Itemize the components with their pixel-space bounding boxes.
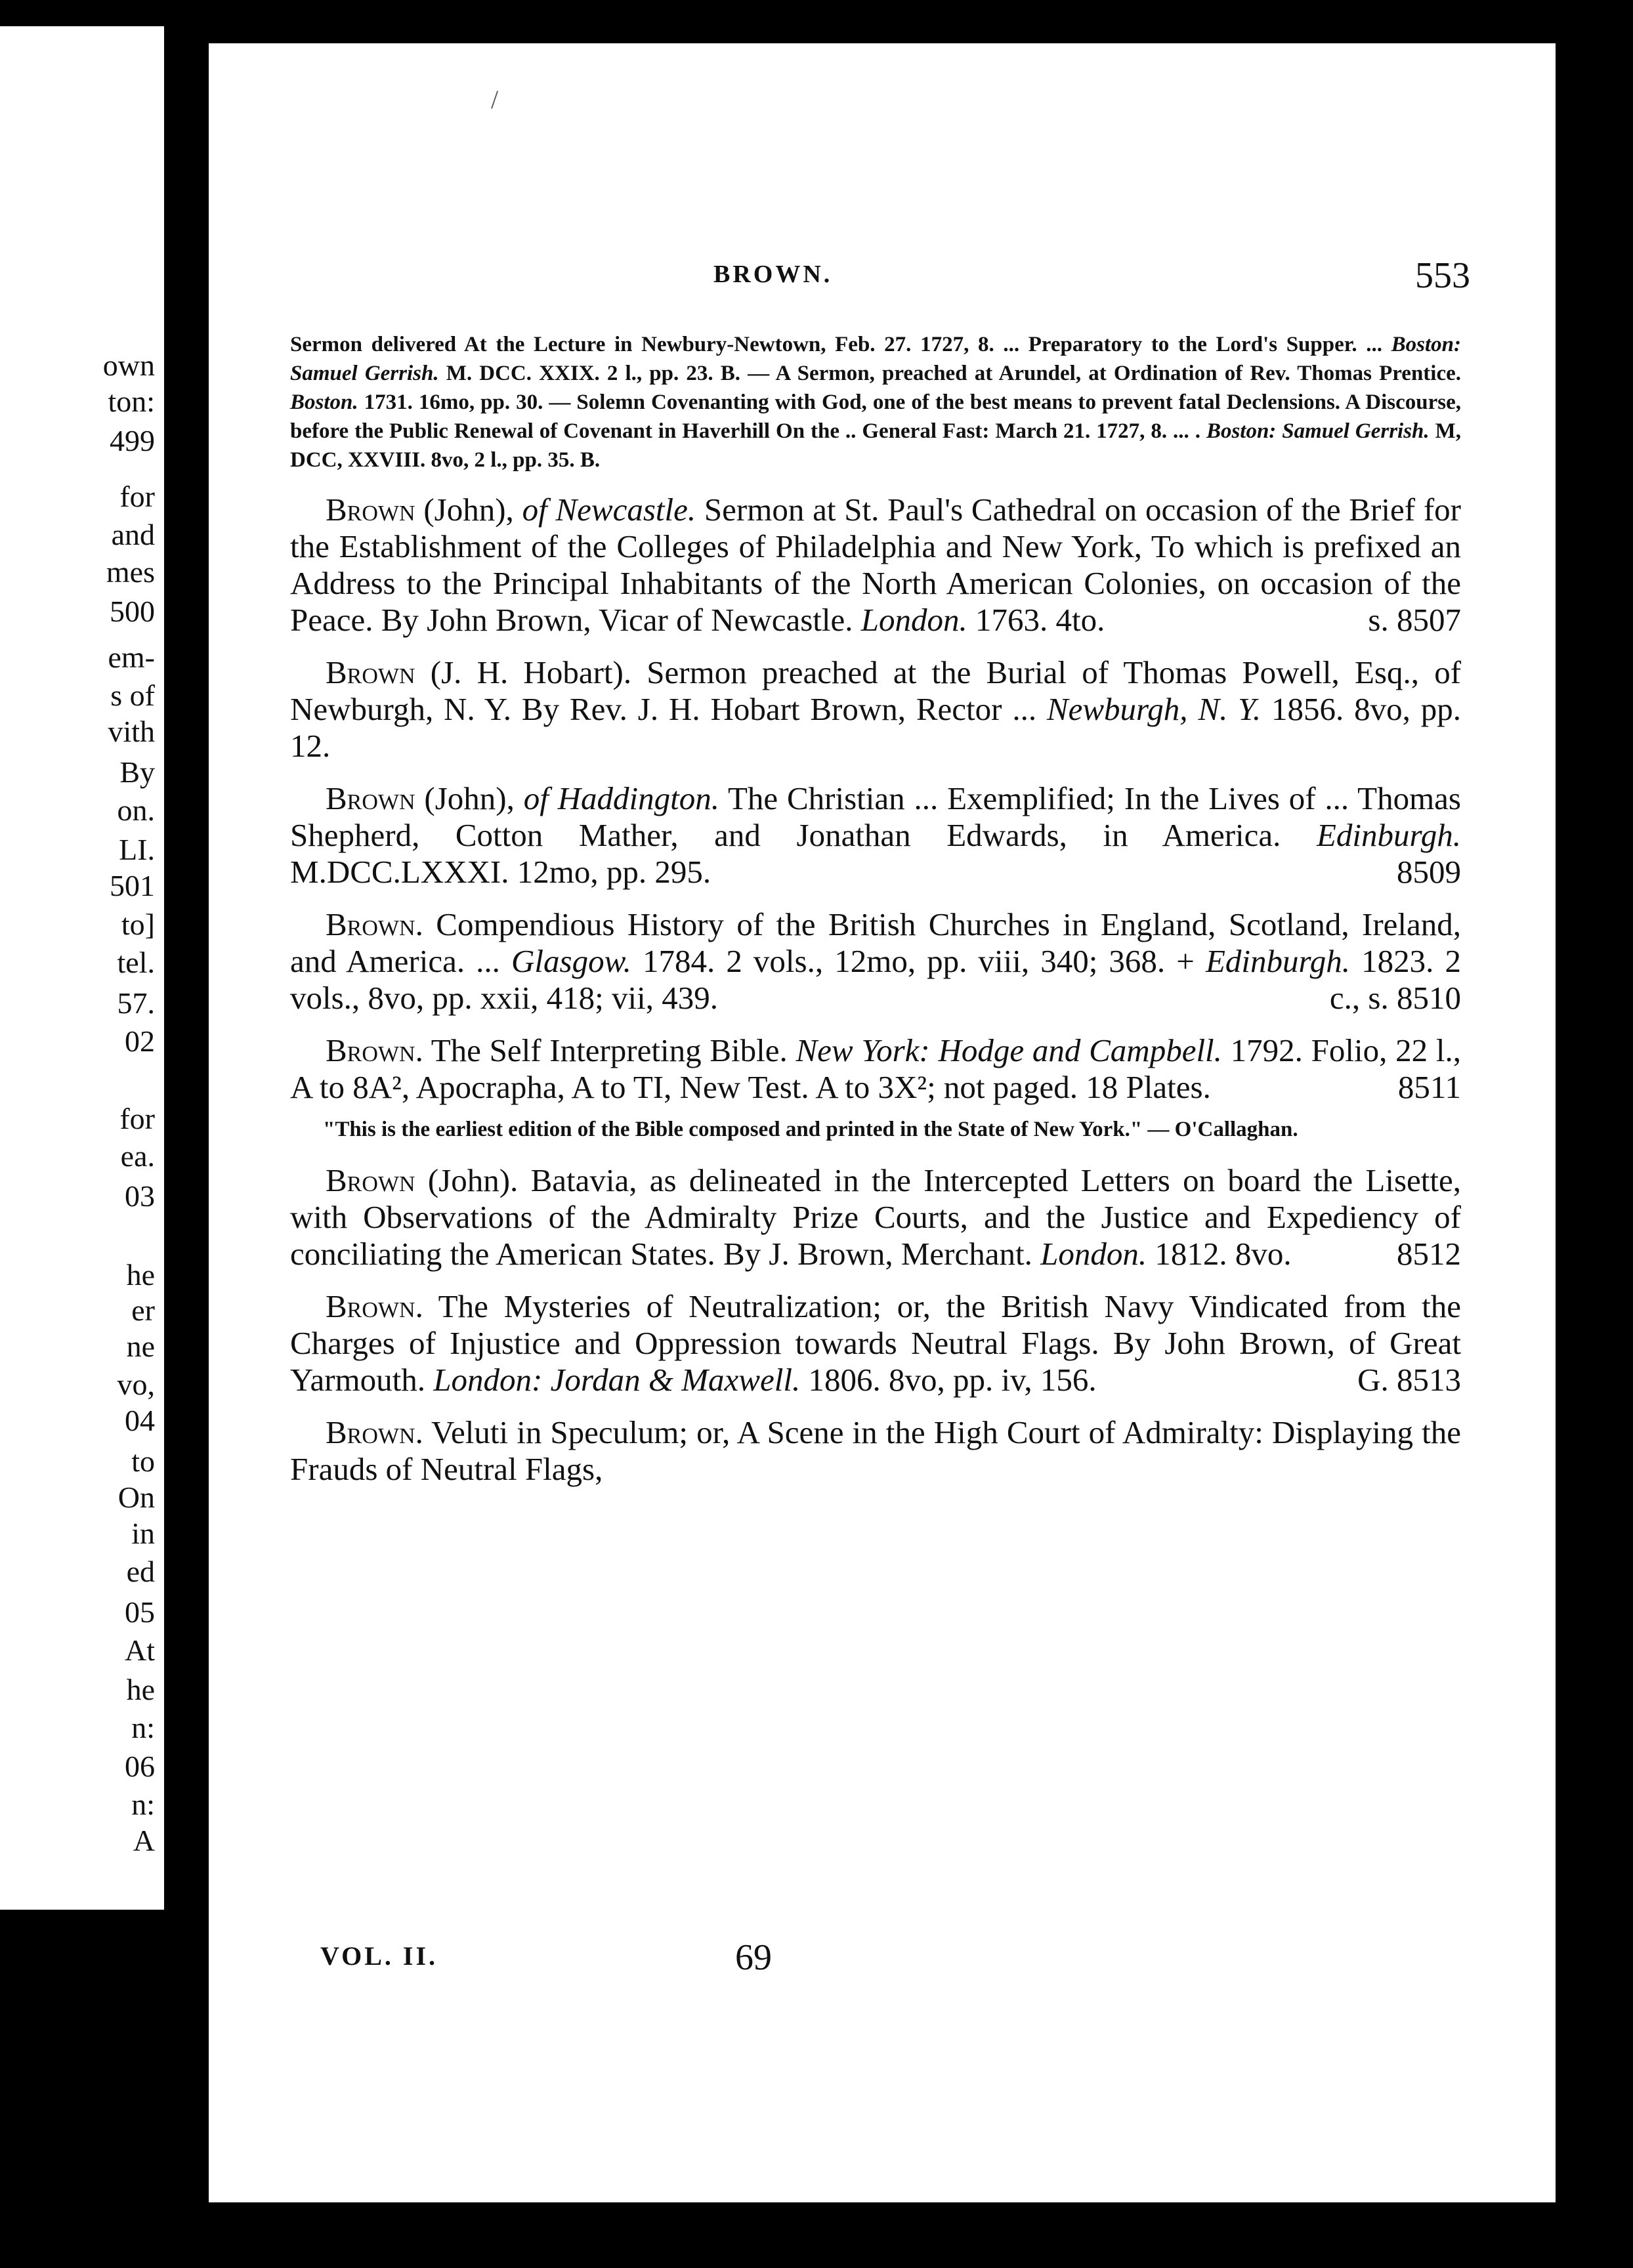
left-page-fragment: tel. [117,946,155,979]
left-page-fragment: in [131,1517,155,1550]
entry-imprint-2: Edinburgh. [1206,943,1351,979]
entry-author: Brown [326,906,415,942]
bibliography-entry [290,780,1461,891]
entry-qualifier: . [415,906,436,942]
left-page-fragment: ton: [108,385,155,418]
entry-imprint: London. [1040,1236,1147,1272]
bibliography-entry [290,492,1461,639]
entry-quote: "This is the earliest edition of the Bible composed and printed in the State of New York." — O'Callaghan. [323,1118,1298,1141]
left-page-fragment: s of [110,679,155,712]
continuation-imprint-1: Boston: Samuel Gerrish. [290,333,1461,385]
bibliography-entry [290,1288,1461,1398]
page-footer [209,1937,1556,1989]
continuation-text-1: Sermon delivered At the Lecture in Newbury-Newtown, Feb. 27. 1727, 8. ... Preparatory to the Lord's Supper. ... [290,333,1391,356]
entry-qualifier: . [415,1032,431,1068]
continuation-imprint-2: Boston. [290,390,358,414]
left-page-fragment: n: [131,1711,155,1744]
bibliography-entry [290,654,1461,765]
left-page-fragment: 499 [110,424,155,457]
left-page-fragment: At [125,1633,155,1667]
left-page-fragment: 57. [117,986,155,1020]
left-page-fragment: By [119,755,155,789]
left-page-fragment: for [119,480,155,513]
left-page-fragment: n: [131,1788,155,1821]
entry-text: Veluti in Speculum; or, A Scene in the High Court of Admiralty: Displaying the Frauds of Neutral Flags, [290,1414,1461,1487]
entry-qualifier: (J. H. Hobart). [415,654,647,690]
left-page-fragment: and [111,518,155,551]
bibliography-entry [290,906,1461,1017]
left-page-fragment: for [119,1102,155,1135]
volume-label: VOL. II. [320,1941,438,1971]
bibliography-entry [290,1414,1461,1488]
bibliography-entry [290,1162,1461,1272]
entry-text: Sermon preached at the Burial of Thomas Powell, Esq., of Newburgh, N. Y. By Rev. J. H. Hobart Brown, Rector ... [290,654,1462,727]
entry-imprint: London. [860,602,967,638]
continuation-text-4: M, DCC, XXVIII. 8vo, 2 l., pp. 35. B. [290,419,1461,472]
entry-text: Compendious History of the British Churches in England, Scotland, Ireland, and America. ... [290,906,1462,979]
entry-tail: 1763. 4to. [967,602,1105,638]
entry-number: c., s. 8510 [1329,980,1461,1016]
entry-author: Brown [326,1414,415,1450]
left-page-fragment: 05 [125,1595,155,1629]
entry-number: 8511 [1397,1069,1461,1105]
bibliography-entry [290,1032,1461,1106]
left-page-fragment: to] [121,908,155,941]
left-page-fragment: A [133,1824,155,1857]
entry-qualifier: . [415,1288,438,1324]
entry-imprint: New York: Hodge and Campbell. [795,1032,1222,1068]
continuation-imprint-3: Boston: Samuel Gerrish. [1206,419,1430,443]
entry-text: The Self Interpreting Bible. [431,1032,796,1068]
entry-tail: 1812. 8vo. [1147,1236,1292,1272]
entry-text: The Christian ... Exemplified; In the Lives of ... Thomas Shepherd, Cotton Mather, and Jonathan Edwards, in America. [290,780,1462,853]
entry-imprint: Edinburgh. [1316,817,1461,853]
left-page-fragment: mes [106,555,155,589]
signature-mark: 69 [735,1937,772,1978]
entry-tail: 1806. 8vo, pp. iv, 156. [800,1362,1097,1398]
entry-number: 8512 [1397,1236,1461,1272]
continuation-paragraph [290,330,1461,474]
entry-qualifier: (John). [415,1162,531,1198]
left-page-fragment: 500 [110,595,155,628]
running-head: BROWN. [713,261,833,288]
left-page-fragment: 02 [125,1024,155,1058]
continuation-text-3: 1731. 16mo, pp. 30. — Solemn Covenanting with God, one of the best means to prevent fatal Declensions. A Discourse, before the Public Renewal of Covenant in Haverhill On the .. General Fast: March 21. 1727, 8. ... . [290,390,1461,443]
entry-tail: 1792. Folio, 22 l., A to 8A², Apocrapha, A to TI, New Test. A to 3X²; not paged. 18 Plates. [290,1032,1462,1105]
left-page-fragment: vith [108,715,155,748]
entry-qualifier: (John), [415,492,522,528]
stray-mark: / [491,85,499,114]
page-number: 553 [1415,255,1470,296]
left-page-fragment: ea. [120,1139,155,1173]
entry-qualifier: . [415,1414,432,1450]
entry-imprint: London: Jordan & Maxwell. [433,1362,801,1398]
entry-place: of Newcastle. [522,492,696,528]
page [209,43,1556,2202]
left-page-fragment: own [102,348,155,382]
entry-tail-2: 1823. 2 vols., 8vo, pp. xxii, 418; vii, 439. [290,943,1461,1016]
entry-tail: 1856. 8vo, pp. 12. [290,691,1461,764]
entry-text: The Mysteries of Neutralization; or, the British Navy Vindicated from the Charges of Injustice and Oppression towards Neutral Flags. By John Brown, of Great Yarmouth. [290,1288,1461,1398]
entry-number: s. 8507 [1368,602,1461,638]
left-page-fragment: 04 [125,1404,155,1437]
entries-list [290,492,1461,1488]
page-body [290,330,1461,1503]
entry-tail: M.DCC.LXXXI. 12mo, pp. 295. [290,854,711,890]
entry-place: of Haddington. [523,780,720,816]
entry-author: Brown [326,654,415,690]
left-page-fragment: on. [117,793,155,827]
left-page-fragment: 03 [125,1179,155,1213]
left-page-fragment: 501 [110,869,155,902]
entry-number: 8509 [1397,854,1461,890]
entry-imprint: Newburgh, N. Y. [1046,691,1262,727]
entry-author: Brown [326,780,415,816]
left-page-fragment: er [131,1293,155,1327]
entry-tail: 1784. 2 vols., 12mo, pp. viii, 340; 368. + [631,943,1206,979]
left-page-fragment: to [131,1444,155,1478]
left-page-fragment: LI. [119,833,155,866]
left-page-fragment: On [117,1480,155,1514]
left-page-fragment: he [126,1673,155,1706]
entry-author: Brown [326,1162,415,1198]
left-page-fragment: ed [126,1555,155,1588]
entry-qualifier: (John), [415,780,524,816]
left-page-fragment: vo, [117,1368,155,1401]
entry-text: Batavia, as delineated in the Intercepted Letters on board the Lisette, with Observations of the Admiralty Prize Courts, and the Justice and Expediency of conciliating the American States. By J. Brown, Merchant. [290,1162,1461,1272]
entry-number: G. 8513 [1357,1362,1461,1398]
left-page-fragment: 06 [125,1750,155,1783]
left-page-fragment: em- [108,640,155,674]
left-page-fragment: he [126,1258,155,1292]
entry-author: Brown [326,1288,415,1324]
continuation-text-2: M. DCC. XXIX. 2 l., pp. 23. B. — A Sermon, preached at Arundel, at Ordination of Rev. Thomas Prentice. [438,362,1461,385]
entry-author: Brown [326,1032,415,1068]
left-page-edge [0,26,164,1910]
left-page-fragment: ne [126,1330,155,1363]
entry-imprint: Glasgow. [511,943,631,979]
entry-text: Sermon at St. Paul's Cathedral on occasion of the Brief for the Establishment of the Colleges of Philadelphia and New York, To which is prefixed an Address to the Principal Inhabitants of the North American Colonies, on occasion of the Peace. By John Brown, Vicar of Newcastle. [290,492,1461,638]
page-header [209,255,1556,301]
entry-author: Brown [326,492,415,528]
